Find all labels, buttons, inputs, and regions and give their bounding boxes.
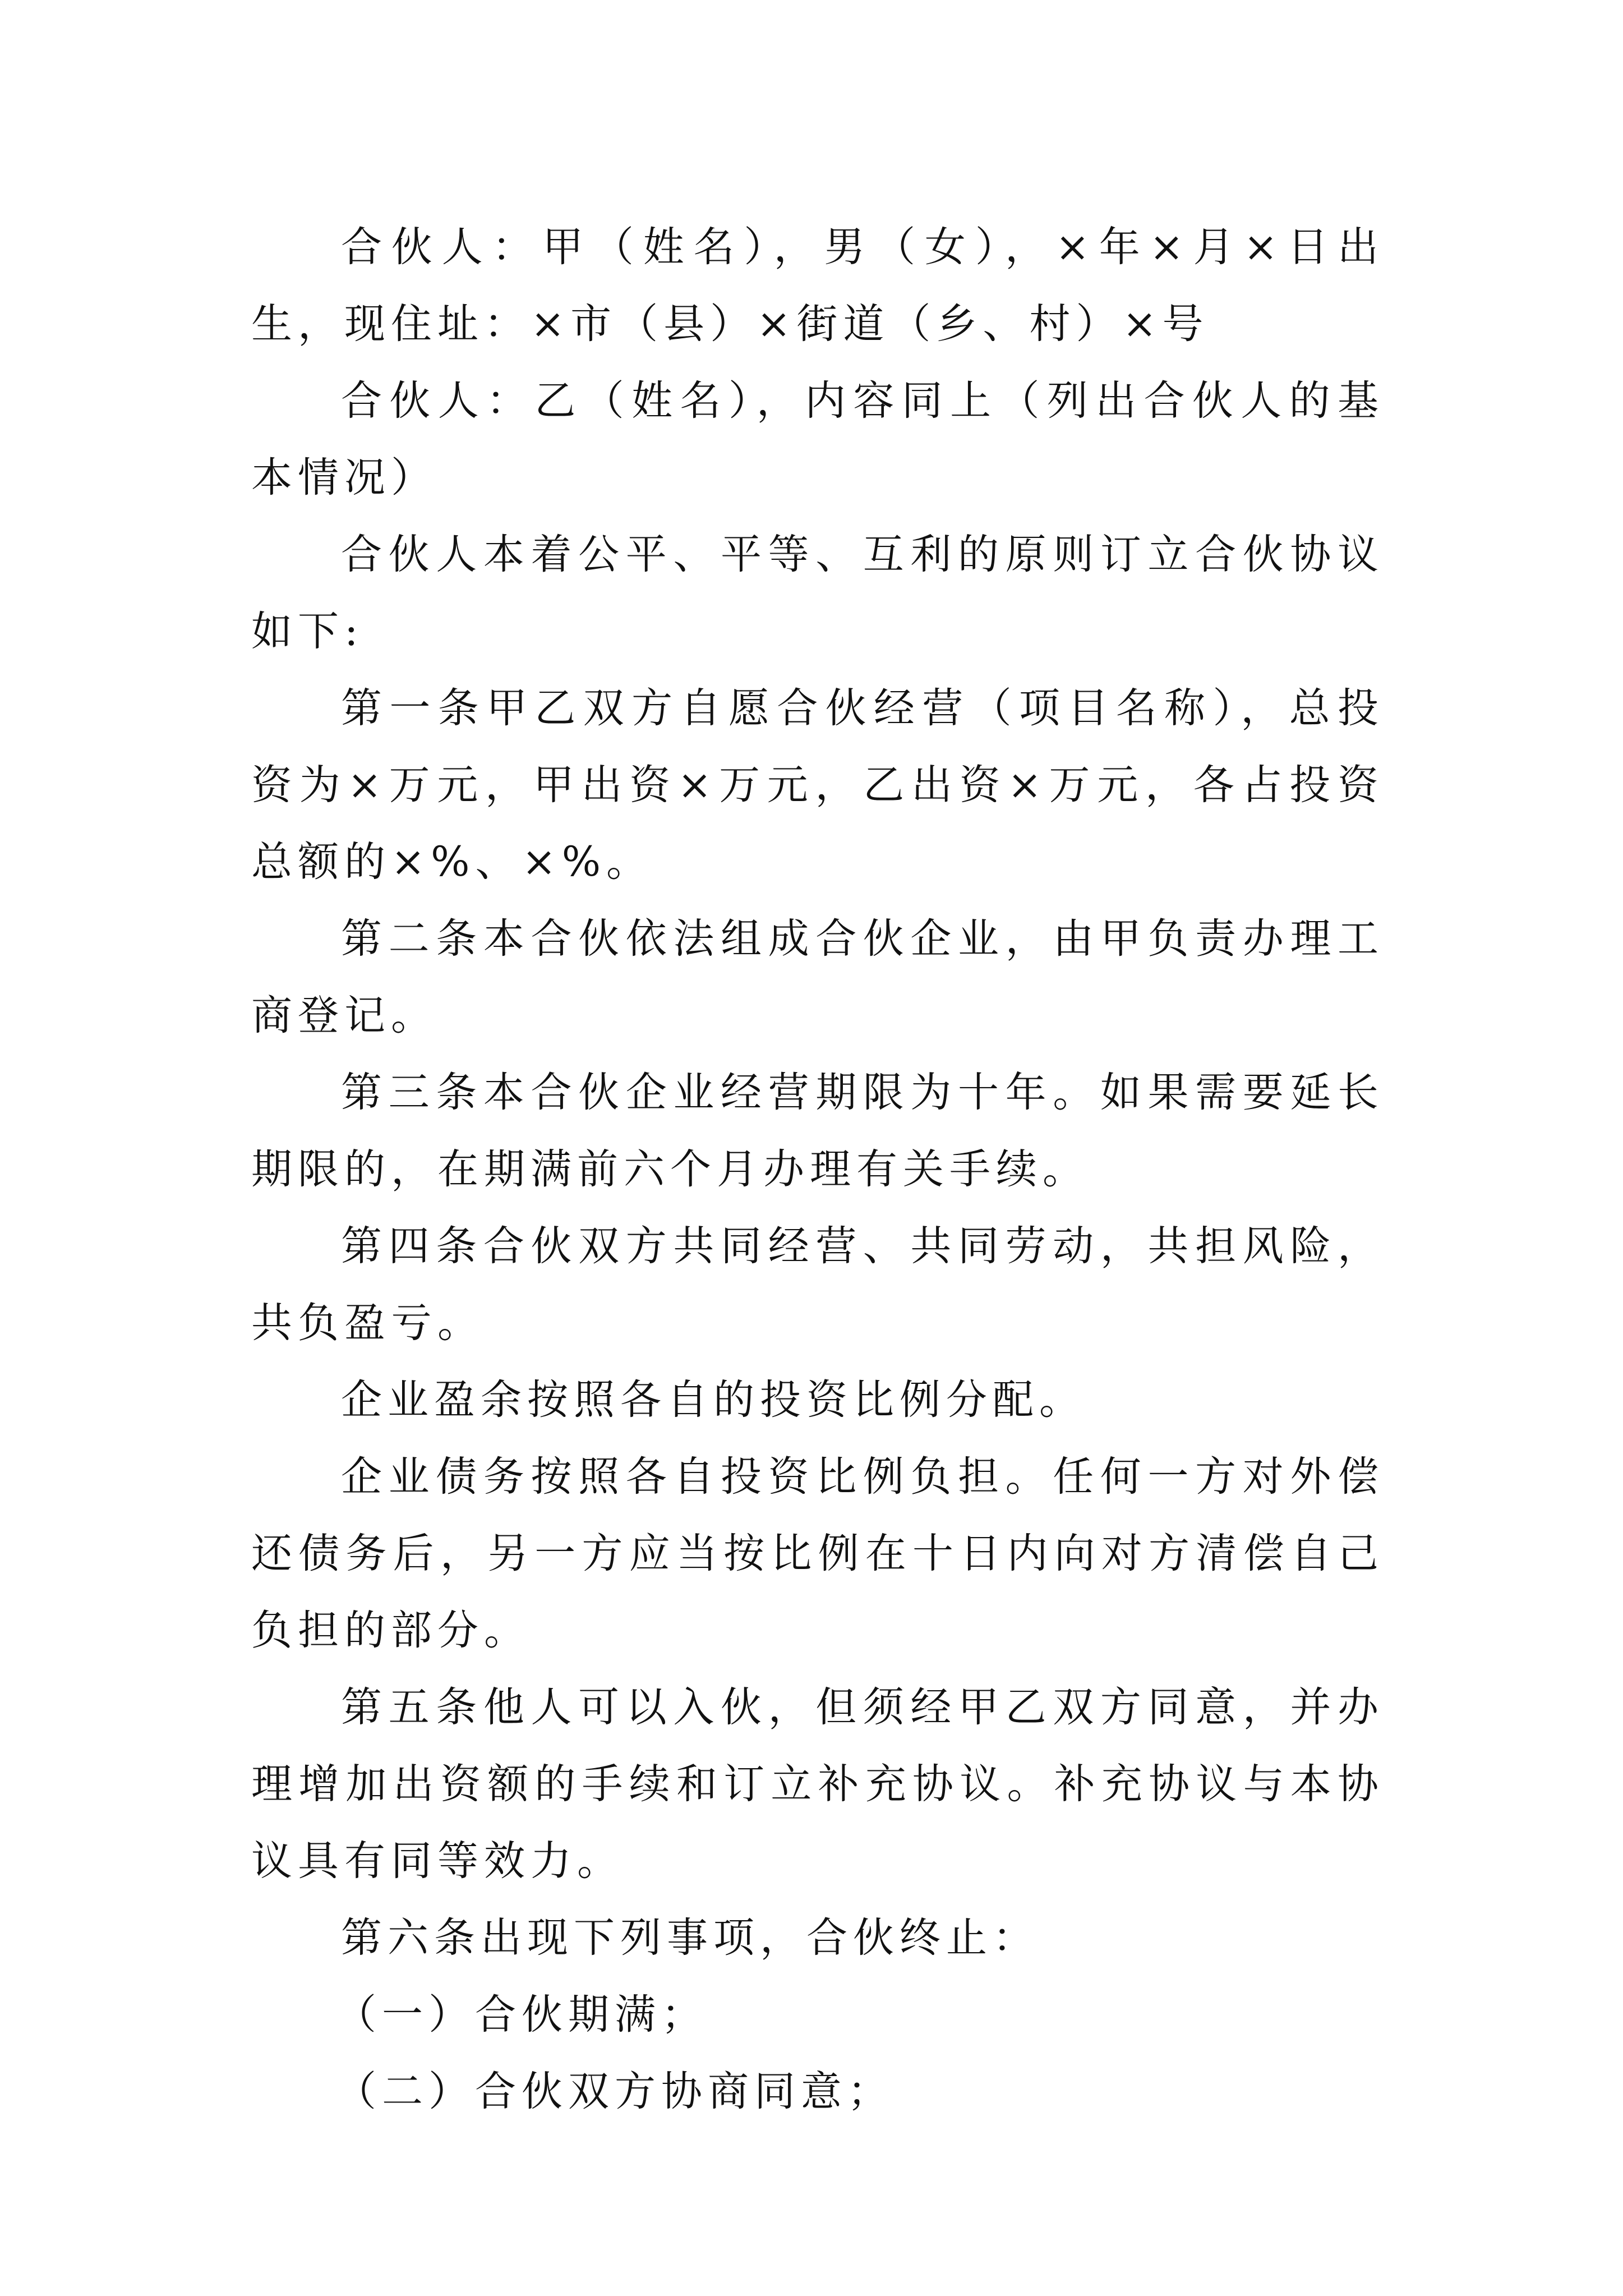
article-3-paragraph: 第三条本合伙企业经营期限为十年。如果需要延长期限的，在期满前六个月办理有关手续。 <box>251 1069 1384 1193</box>
profit-distribution-paragraph: 企业盈余按照各自的投资比例分配。 <box>341 1376 1086 1424</box>
preamble-paragraph: 合伙人本着公平、平等、互利的原则订立合伙协议如下: <box>251 531 1384 655</box>
debt-paragraph: 企业债务按照各自投资比例负担。任何一方对外偿还债务后，另一方应当按比例在十日内向对方清偿自己负担的部分。 <box>251 1453 1384 1654</box>
list-item: （二）合伙双方协商同意； <box>335 2068 894 2115</box>
article-5-paragraph: 第五条他人可以入伙，但须经甲乙双方同意，并办理增加出资额的手续和订立补充协议。补充协议与本协议具有同等效力。 <box>251 1683 1384 1885</box>
partner-b-paragraph: 合伙人：乙（姓名），内容同上（列出合伙人的基本情况） <box>251 377 1384 501</box>
agreement-body <box>251 209 1384 2130</box>
article-6-paragraph: 第六条出现下列事项，合伙终止： <box>341 1914 1039 1962</box>
partner-a-paragraph: 合伙人：甲（姓名），男（女），×年×月×日出生，现住址：×市（县）×街道（乡、村）×号 <box>251 223 1384 348</box>
article-1-paragraph: 第一条甲乙双方自愿合伙经营（项目名称），总投资为×万元，甲出资×万元，乙出资×万元，各占投资总额的×%、×%。 <box>251 684 1384 886</box>
article-2-paragraph: 第二条本合伙依法组成合伙企业，由甲负责办理工商登记。 <box>251 915 1384 1039</box>
article-4-paragraph: 第四条合伙双方共同经营、共同劳动，共担风险，共负盈亏。 <box>251 1222 1384 1347</box>
list-item: （一）合伙期满； <box>335 1991 708 2039</box>
